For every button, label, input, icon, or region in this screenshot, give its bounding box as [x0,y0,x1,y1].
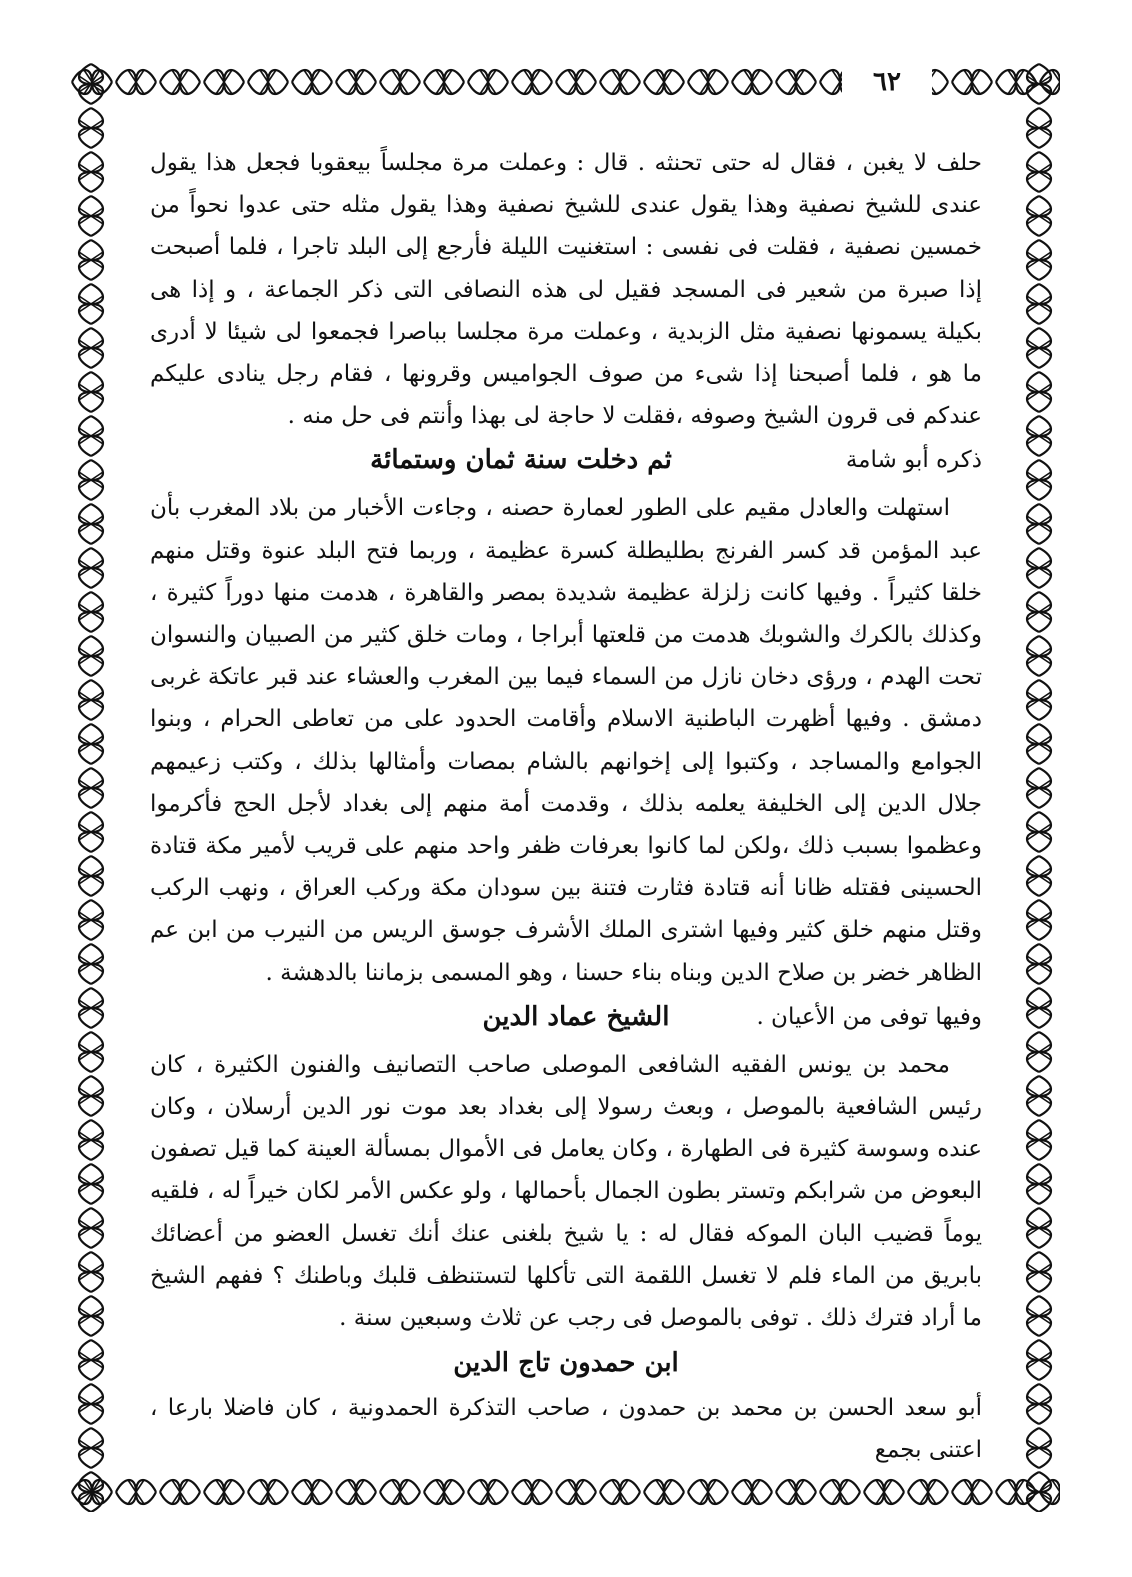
paragraph-imad-al-din: محمد بن يونس الفقيه الشافعى الموصلى صاحب التصانيف والفنون الكثيرة ، كان رئيس الشافعية بالموصل ، وبعث رسولا إلى بغداد بعد موت نور الدين أرسلان ، وكان عنده وسوسة كثيرة فى الطهارة ، وكان يعامل فى الأموال بمسألة العينة كما قيل تصفون البعوض من شرابكم وتستر بطون الجمال بأحمالها ، ولو عكس الأمر لكان خيراً له ، فلقيه يوماً قضيب البان الموكه فقال له : يا شيخ بلغنى عنك أنك تغسل العضو من أعضائك بابريق من الماء فلم لا تغسل اللقمة التى تأكلها لتستنظف قلبك وباطنك ؟ ففهم الشيخ ما أراد فترك ذلك . توفى بالموصل فى رجب عن ثلاث وسبعين سنة . [150,1051,982,1332]
left-border-ornament [70,62,112,1512]
paragraph-ibn-hamdun: أبو سعد الحسن بن محمد بن حمدون ، صاحب التذكرة الحمدونية ، كان فاضلا بارعا ، اعتنى بجمع [150,1395,982,1464]
person-heading: الشيخ عماد الدين [482,1001,670,1032]
person-heading-ibn-hamdun: ابن حمدون تاج الدين [453,1348,679,1379]
year-heading: ثم دخلت سنة ثمان وستمائة [370,445,672,476]
page-number: ٦٢ [842,64,932,100]
year-heading-line [150,437,982,481]
obituary-intro: وفيها توفى من الأعيان . [756,1003,982,1030]
source-note: ذكره أبو شامة [845,447,982,474]
page-body [150,142,982,1472]
right-border-ornament [1018,62,1060,1512]
paragraph-opening: حلف لا يغبن ، فقال له حتى تحنثه . قال : وعملت مرة مجلساً بيعقوبا فجعل هذا يقول عندى للشيخ نصفية وهذا يقول عندى للشيخ نصفية وهذا يقول مثله حتى عدوا نحواً من خمسين نصفية ، فقلت فى نفسى : استغنيت الليلة فأرجع إلى البلد تاجرا ، فلما أصبحت إذا صبرة من شعير فى المسجد فقيل لى هذه النصافى التى ذكر الجماعة ، و إذا هى بكيلة يسمونها نصفية مثل الزبدية ، وعملت مرة مجلسا بباصرا فجمعوا لى شيئا لا أدرى ما هو ، فلما أصبحنا إذا شىء من صوف الجواميس وقرونها ، فقام رجل ينادى عليكم عندكم فى قرون الشيخ وصوفه ،فقلت لا حاجة لى بهذا وأنتم فى حل منه . [150,150,982,430]
obituary-heading-line [150,994,982,1038]
paragraph-year-events: استهلت والعادل مقيم على الطور لعمارة حصنه ، وجاءت الأخبار من بلاد المغرب بأن عبد المؤمن قد كسر الفرنج بطليطلة كسرة عظيمة ، وربما فتح البلد عنوة وقتل منهم خلقا كثيراً . وفيها كانت زلزلة عظيمة شديدة بمصر والقاهرة ، هدمت منها دوراً كثيرة ، وكذلك بالكرك والشوبك هدمت من قلعتها أبراجا ، ومات خلق كثير من الصبيان والنسوان تحت الهدم ، ورؤى دخان نازل من السماء فيما بين المغرب والعشاء عند قبر عاتكة غربى دمشق . وفيها أظهرت الباطنية الاسلام وأقامت الحدود على من تعاطى الحرام ، وبنوا الجوامع والمساجد ، وكتبوا إلى إخوانهم بالشام بمصات وأمثالها بذلك ، وكتب زعيمهم جلال الدين إلى الخليفة يعلمه بذلك ، وقدمت أمة منهم إلى بغداد لأجل الحج فأكرموا وعظموا بسبب ذلك ،ولكن لما كانوا بعرفات ظفر واحد منهم على قريب لأمير مكة قتادة الحسينى فقتله ظانا أنه قتادة فثارت فتنة بين سودان مكة وركب العراق ، ونهب الركب وقتل منهم خلق كثير وفيها اشترى الملك الأشرف جوسق الريس من النيرب من ابن عم الظاهر خضر بن صلاح الدين وبناه بناء حسنا ، وهو المسمى بزماننا بالدهشة . [150,495,982,986]
bottom-border-ornament [70,1472,1060,1512]
